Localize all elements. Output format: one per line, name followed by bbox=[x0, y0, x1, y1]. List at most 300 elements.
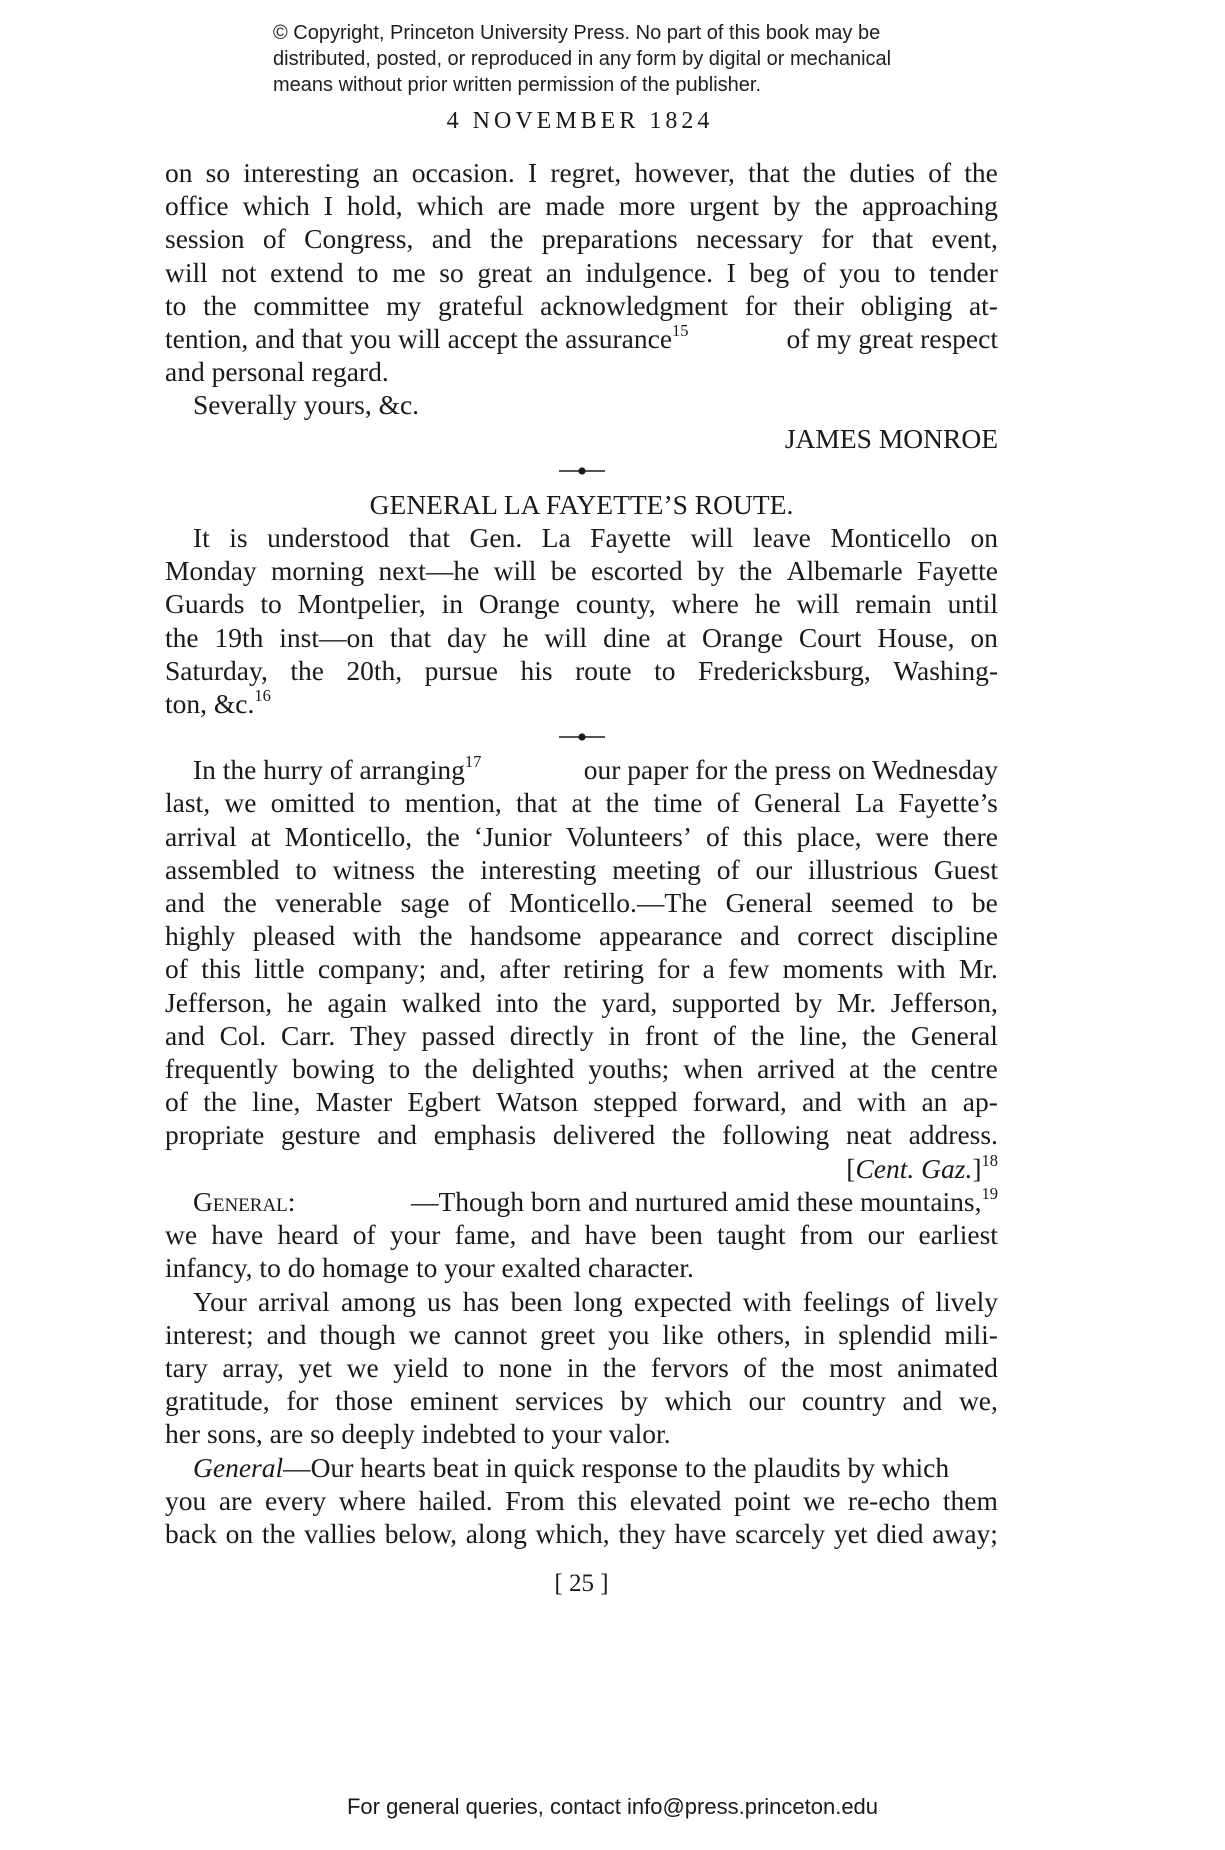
text-line bbox=[165, 1517, 998, 1550]
word: we bbox=[346, 1351, 379, 1383]
word: array, bbox=[222, 1351, 284, 1383]
word: the bbox=[602, 1351, 637, 1383]
word: of bbox=[706, 820, 729, 852]
word: though bbox=[319, 1318, 396, 1350]
word: yet bbox=[298, 1351, 333, 1383]
word: a bbox=[702, 953, 715, 985]
word: he bbox=[502, 621, 529, 653]
word: Orange bbox=[702, 621, 783, 653]
word: by bbox=[773, 190, 801, 222]
word: lively bbox=[935, 1285, 998, 1317]
word: Jefferson, bbox=[890, 986, 998, 1018]
word: this bbox=[742, 820, 783, 852]
word: where bbox=[671, 588, 739, 620]
word: that bbox=[871, 223, 914, 255]
word: for bbox=[821, 223, 854, 255]
word: meeting bbox=[612, 853, 701, 885]
word: of bbox=[716, 787, 740, 819]
word: yield bbox=[393, 1351, 449, 1383]
word: committee bbox=[253, 289, 370, 321]
word: and bbox=[377, 1119, 417, 1151]
word: on bbox=[225, 1517, 254, 1549]
word: you bbox=[165, 1484, 207, 1516]
word: on bbox=[165, 157, 193, 188]
word: remain bbox=[855, 588, 932, 620]
word: discipline bbox=[890, 920, 998, 952]
word: to bbox=[357, 256, 379, 288]
word: approaching bbox=[862, 190, 998, 222]
word: the bbox=[750, 1019, 785, 1051]
word: in bbox=[566, 1351, 589, 1383]
word: have bbox=[211, 1219, 264, 1251]
text-line bbox=[165, 587, 998, 620]
text-fragment: ton, &c. bbox=[165, 688, 255, 720]
word: necessary bbox=[696, 223, 804, 255]
word: event, bbox=[931, 223, 998, 255]
word: an bbox=[372, 157, 399, 188]
word: gratitude, bbox=[165, 1385, 270, 1417]
word: obliging bbox=[860, 289, 953, 321]
word: to bbox=[165, 289, 187, 321]
word: ap- bbox=[962, 1086, 998, 1118]
word: them bbox=[942, 1484, 998, 1516]
word: ‘Junior bbox=[473, 820, 552, 852]
word: It bbox=[193, 522, 210, 554]
word: of bbox=[802, 256, 826, 288]
text-line bbox=[165, 521, 998, 554]
word: for bbox=[657, 953, 690, 985]
word: made bbox=[545, 190, 605, 222]
word: your bbox=[389, 1219, 441, 1251]
word: office bbox=[165, 190, 229, 222]
word: an bbox=[545, 256, 572, 288]
word: walked bbox=[401, 986, 482, 1018]
word: Montpelier, bbox=[297, 588, 426, 620]
section-ornament bbox=[165, 455, 998, 488]
word: the bbox=[738, 555, 773, 587]
word: Fayette bbox=[590, 522, 672, 554]
word: Albemarle bbox=[786, 555, 903, 587]
word: have bbox=[584, 1219, 637, 1251]
word: were bbox=[875, 820, 929, 852]
word: his bbox=[520, 654, 553, 686]
word: Fayette bbox=[917, 555, 998, 587]
word: of bbox=[165, 1086, 188, 1118]
word: re-echo bbox=[847, 1484, 931, 1516]
text-line bbox=[165, 687, 998, 720]
word: regret, bbox=[550, 157, 622, 188]
word: along bbox=[465, 1517, 527, 1549]
source-name: Cent. Gaz. bbox=[855, 1152, 973, 1184]
text-line bbox=[165, 322, 998, 355]
word: the bbox=[290, 654, 324, 686]
word: Monday bbox=[165, 555, 257, 587]
ornament-icon bbox=[558, 466, 606, 476]
footnote-ref: 15 bbox=[672, 321, 689, 341]
word: Master bbox=[315, 1086, 393, 1118]
word: on bbox=[970, 621, 998, 653]
word: Carr. bbox=[281, 1019, 336, 1051]
word: Congress, bbox=[304, 223, 414, 255]
copyright-line: © Copyright, Princeton University Press. No part of this book may be bbox=[273, 22, 881, 44]
word: after bbox=[499, 953, 550, 985]
word: Washing- bbox=[893, 654, 998, 686]
word: the bbox=[780, 1351, 815, 1383]
word: leave bbox=[752, 522, 811, 554]
word: the bbox=[430, 853, 465, 885]
word: the bbox=[814, 190, 849, 222]
word: among bbox=[340, 1285, 416, 1317]
word: none bbox=[498, 1351, 553, 1383]
word: are bbox=[497, 190, 532, 222]
text-line bbox=[165, 753, 998, 786]
word: that bbox=[408, 522, 451, 554]
text-line bbox=[165, 222, 998, 255]
word: Monticello.—The bbox=[509, 887, 708, 919]
word: at- bbox=[968, 289, 998, 321]
text-line bbox=[165, 919, 998, 952]
word: Watson bbox=[496, 1086, 579, 1118]
word: to bbox=[932, 887, 954, 919]
word: yet bbox=[833, 1517, 868, 1549]
word: in bbox=[803, 1318, 826, 1350]
word: 19th bbox=[214, 621, 264, 653]
word: frequently bbox=[165, 1053, 279, 1085]
word: he bbox=[286, 986, 313, 1018]
word: General bbox=[725, 887, 813, 919]
word: line, bbox=[252, 1086, 301, 1118]
source-citation bbox=[165, 1152, 998, 1185]
word: and bbox=[266, 1318, 307, 1350]
word: Guards bbox=[165, 588, 245, 620]
word: bowing bbox=[292, 1053, 375, 1085]
word: our bbox=[748, 1385, 786, 1417]
word: inst—on bbox=[279, 621, 374, 653]
word: of bbox=[743, 1351, 767, 1383]
word: the bbox=[862, 1019, 896, 1051]
word: to bbox=[894, 256, 916, 288]
word: into bbox=[495, 986, 539, 1018]
word: Gen. bbox=[469, 522, 523, 554]
word: pleased bbox=[252, 920, 336, 952]
word: the bbox=[424, 1053, 458, 1085]
word: From bbox=[505, 1484, 565, 1516]
word: been bbox=[650, 1219, 703, 1251]
word: until bbox=[947, 588, 998, 620]
word: for bbox=[286, 1385, 319, 1417]
word: La bbox=[541, 522, 571, 554]
copyright-line: distributed, posted, or reproduced in any form by digital or mechanical bbox=[273, 48, 892, 70]
word: not bbox=[221, 256, 257, 288]
word: correct bbox=[797, 920, 874, 952]
word: is bbox=[229, 522, 248, 554]
word: with bbox=[896, 953, 946, 985]
word: point bbox=[733, 1484, 791, 1516]
word: retiring bbox=[563, 953, 645, 985]
word: escorted bbox=[591, 555, 683, 587]
word: occasion. bbox=[411, 157, 515, 188]
word: be bbox=[971, 887, 998, 919]
copyright-notice bbox=[273, 20, 993, 98]
word: feelings bbox=[802, 1285, 890, 1317]
word: that bbox=[748, 157, 790, 188]
word: urgent bbox=[689, 190, 760, 222]
word: gesture bbox=[281, 1119, 361, 1151]
word: will bbox=[165, 256, 208, 288]
copyright-line: means without prior written permission of the publisher. bbox=[273, 74, 762, 96]
word: duties bbox=[849, 157, 916, 188]
word: indulgence. bbox=[585, 256, 714, 288]
word: fame, bbox=[454, 1219, 517, 1251]
word: the bbox=[203, 289, 237, 321]
word: will bbox=[690, 522, 734, 554]
word: my bbox=[386, 289, 422, 321]
word: at bbox=[666, 621, 687, 653]
word: yard, bbox=[601, 986, 658, 1018]
word: more bbox=[618, 190, 676, 222]
word: to bbox=[295, 853, 317, 885]
word: the bbox=[261, 1517, 296, 1549]
word: at bbox=[571, 787, 592, 819]
word: last, bbox=[165, 787, 211, 819]
word: great bbox=[477, 256, 533, 288]
page-number: [ 25 ] bbox=[554, 1570, 609, 1597]
text-line bbox=[165, 1484, 998, 1517]
word: us bbox=[427, 1285, 452, 1317]
text-line bbox=[165, 1052, 998, 1085]
text-line bbox=[165, 1019, 998, 1052]
word: we bbox=[803, 1484, 836, 1516]
text-line bbox=[165, 256, 998, 289]
word: extend bbox=[270, 256, 344, 288]
word: appearance bbox=[598, 920, 723, 952]
word: dine bbox=[603, 621, 651, 653]
text-line bbox=[165, 289, 998, 322]
word: by bbox=[794, 986, 823, 1018]
word: on bbox=[970, 522, 998, 554]
word: arrival bbox=[257, 1285, 330, 1317]
word: the bbox=[426, 820, 460, 852]
word: the bbox=[671, 1119, 706, 1151]
word: Court bbox=[798, 621, 862, 653]
word: our bbox=[867, 1219, 905, 1251]
word: Monticello bbox=[830, 522, 951, 554]
word: propriate bbox=[165, 1119, 265, 1151]
word: hailed. bbox=[418, 1484, 493, 1516]
text-line: and personal regard. bbox=[165, 356, 389, 388]
word: the bbox=[553, 986, 587, 1018]
word: where bbox=[338, 1484, 406, 1516]
word: General bbox=[910, 1019, 998, 1051]
word: day bbox=[446, 621, 487, 653]
word: Fredericksburg, bbox=[697, 654, 871, 686]
word: House, bbox=[877, 621, 955, 653]
text-line bbox=[165, 1118, 998, 1151]
word: services bbox=[515, 1385, 604, 1417]
word: those bbox=[335, 1385, 394, 1417]
word: the bbox=[165, 621, 199, 653]
word: greet bbox=[540, 1318, 596, 1350]
word: following bbox=[722, 1119, 830, 1151]
text-line bbox=[165, 1285, 998, 1318]
word: Fayette’s bbox=[898, 787, 998, 819]
word: little bbox=[254, 953, 305, 985]
word: to bbox=[388, 1053, 411, 1085]
word: line, bbox=[799, 1019, 848, 1051]
footer-contact: For general queries, contact info@press.princeton.edu bbox=[346, 1794, 879, 1819]
word: however, bbox=[634, 157, 735, 188]
word: with bbox=[352, 920, 402, 952]
word: forward, bbox=[692, 1086, 787, 1118]
word: with bbox=[857, 1086, 907, 1118]
word: Mr. bbox=[958, 953, 998, 985]
word: and bbox=[431, 223, 472, 255]
word: taught bbox=[716, 1219, 786, 1251]
word: we bbox=[224, 787, 257, 819]
word: Your bbox=[193, 1285, 247, 1317]
text-line bbox=[165, 1351, 998, 1384]
text-line: her sons, are so deeply indebted to your valor. bbox=[165, 1418, 671, 1450]
word: from bbox=[799, 1219, 854, 1251]
word: that bbox=[516, 787, 558, 819]
word: others, bbox=[716, 1318, 791, 1350]
word: long bbox=[573, 1285, 623, 1317]
word: have bbox=[674, 1517, 727, 1549]
word: earliest bbox=[918, 1219, 998, 1251]
word: assembled bbox=[165, 853, 280, 885]
word: again bbox=[327, 986, 388, 1018]
word: every bbox=[265, 1484, 327, 1516]
text-line bbox=[165, 1085, 998, 1118]
text-line: infancy, to do homage to your exalted character. bbox=[165, 1252, 694, 1284]
word: which bbox=[242, 190, 310, 222]
word: vallies bbox=[304, 1517, 376, 1549]
bracket: [ bbox=[846, 1152, 856, 1184]
word: Orange bbox=[478, 588, 560, 620]
text-fragment: our paper for the press on Wednesday bbox=[583, 754, 998, 786]
word: away; bbox=[932, 1517, 998, 1549]
word: highly bbox=[165, 920, 236, 952]
word: expected bbox=[633, 1285, 732, 1317]
text-line bbox=[165, 189, 998, 222]
word: Saturday, bbox=[165, 654, 268, 686]
word: below, bbox=[384, 1517, 457, 1549]
word: Guest bbox=[933, 853, 998, 885]
word: by bbox=[696, 555, 725, 587]
word: me bbox=[392, 256, 426, 288]
text-line bbox=[165, 786, 998, 819]
word: Volunteers’ bbox=[565, 820, 692, 852]
word: interest; bbox=[165, 1318, 254, 1350]
word: tender bbox=[929, 256, 998, 288]
word: for bbox=[744, 289, 777, 321]
word: seemed bbox=[831, 887, 914, 919]
word: which, bbox=[535, 1517, 610, 1549]
word: fervors bbox=[650, 1351, 729, 1383]
ornament-icon bbox=[558, 732, 606, 742]
word: that bbox=[389, 621, 432, 653]
word: 20th, bbox=[346, 654, 403, 686]
footnote-ref: 17 bbox=[464, 752, 482, 772]
word: animated bbox=[897, 1351, 998, 1383]
word: the bbox=[203, 1086, 237, 1118]
text-line bbox=[165, 1384, 998, 1417]
word: of bbox=[901, 1285, 925, 1317]
bracket: ] bbox=[972, 1152, 982, 1184]
word: has bbox=[462, 1285, 500, 1317]
word: company; bbox=[317, 953, 427, 985]
word: few bbox=[728, 953, 770, 985]
word: will bbox=[796, 588, 840, 620]
word: he bbox=[754, 588, 781, 620]
word: are bbox=[218, 1484, 253, 1516]
word: and bbox=[530, 1219, 571, 1251]
word: sage bbox=[400, 887, 450, 919]
text-line bbox=[165, 1185, 998, 1218]
word: we bbox=[408, 1318, 441, 1350]
word: route bbox=[575, 654, 632, 686]
word: we bbox=[165, 1219, 198, 1251]
word: at bbox=[849, 1053, 869, 1085]
word: at bbox=[250, 820, 271, 852]
word: our bbox=[755, 853, 793, 885]
word: elevated bbox=[629, 1484, 722, 1516]
section-heading: GENERAL LA FAYETTE’S ROUTE. bbox=[369, 488, 794, 520]
word: to bbox=[462, 1351, 485, 1383]
word: and, bbox=[439, 953, 487, 985]
running-head: 4 NOVEMBER 1824 bbox=[446, 108, 714, 134]
word: understood bbox=[267, 522, 390, 554]
signature: JAMES MONROE bbox=[784, 422, 998, 454]
word: when bbox=[683, 1053, 743, 1085]
word: they bbox=[618, 1517, 666, 1549]
word: interesting bbox=[243, 157, 360, 188]
word: Monticello, bbox=[284, 820, 413, 852]
word: address. bbox=[908, 1119, 998, 1151]
word: of bbox=[467, 887, 491, 919]
word: moments bbox=[782, 953, 884, 985]
word: mention, bbox=[404, 787, 502, 819]
word: mili- bbox=[944, 1318, 998, 1350]
word: session bbox=[165, 223, 245, 255]
word: delighted bbox=[471, 1053, 575, 1085]
text-fragment: —Our hearts beat in quick response to the plaudits by which bbox=[283, 1451, 950, 1483]
text-line bbox=[165, 621, 998, 654]
text-line bbox=[165, 1451, 998, 1484]
word: county, bbox=[575, 588, 656, 620]
word: emphasis bbox=[433, 1119, 537, 1151]
word: place, bbox=[796, 820, 862, 852]
word: tary bbox=[165, 1351, 208, 1383]
word: will bbox=[493, 555, 537, 587]
word: of bbox=[928, 157, 952, 188]
word: and bbox=[740, 920, 780, 952]
word: passed bbox=[421, 1019, 495, 1051]
word: the bbox=[964, 157, 998, 188]
word: illustrious bbox=[807, 853, 918, 885]
word: I bbox=[527, 157, 538, 188]
word: witness bbox=[332, 853, 416, 885]
text-line bbox=[165, 156, 998, 189]
word: of bbox=[713, 1019, 737, 1051]
letter-closing: Severally yours, &c. bbox=[193, 389, 420, 421]
word: the bbox=[883, 1053, 917, 1085]
word: their bbox=[793, 289, 844, 321]
word: splendid bbox=[838, 1318, 932, 1350]
word: supported bbox=[671, 986, 781, 1018]
word: front bbox=[644, 1019, 699, 1051]
word: acknowledgment bbox=[540, 289, 729, 321]
